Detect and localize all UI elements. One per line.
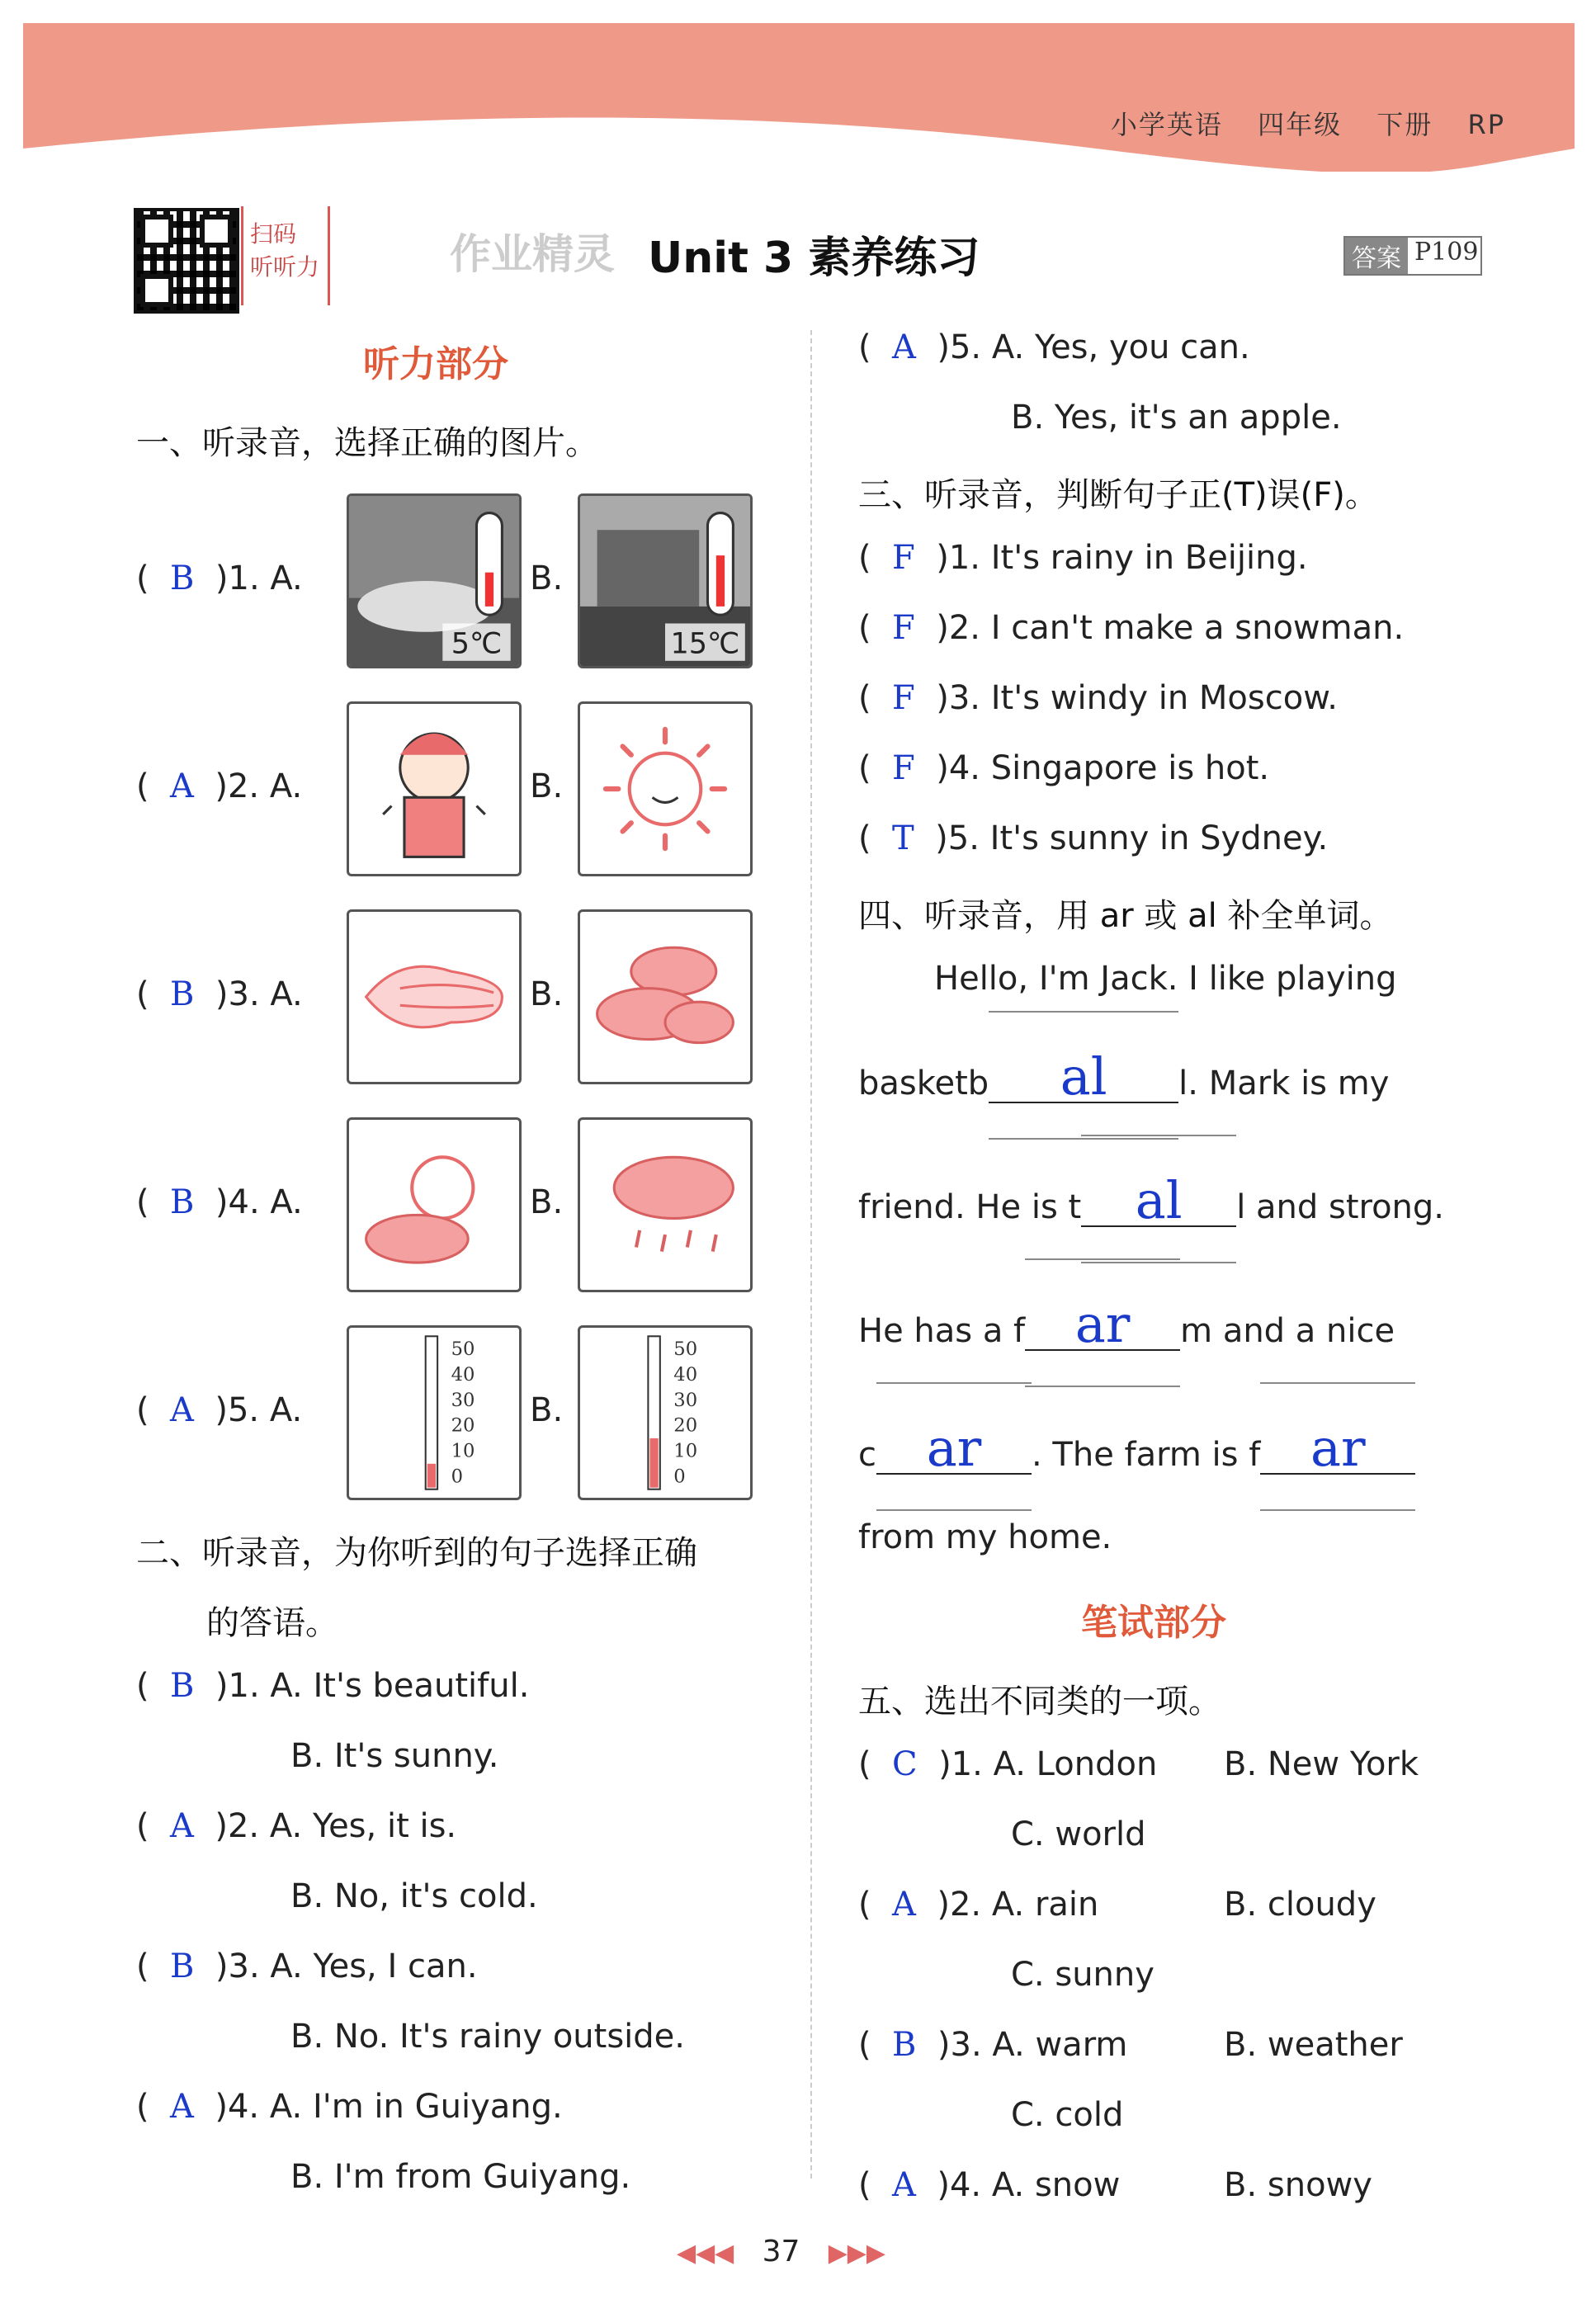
p1-4-a-image-sun-cloud[interactable] (347, 1117, 522, 1292)
series-grade: 四年级 (1258, 109, 1343, 140)
p5-item-1: ( C )1. A. London (858, 1745, 1158, 1783)
p2-item-4-b: B. I'm from Guiyang. (290, 2158, 631, 2196)
p1-2-b-label: B. (530, 767, 564, 805)
series-volume: 下册 (1376, 109, 1433, 140)
listening-section-title: 听力部分 (363, 343, 508, 385)
p3-item-3: ( F )3. It's windy in Moscow. (858, 679, 1338, 717)
p1-2-b-image-sun[interactable] (578, 701, 753, 876)
p1-4-b-label: B. (530, 1183, 564, 1221)
p2-item-3-b: B. No. It's rainy outside. (290, 2018, 686, 2056)
qr-code-icon[interactable] (134, 208, 239, 314)
page-footer (677, 2235, 885, 2268)
p2-item-2-b: B. No, it's cold. (290, 1877, 538, 1915)
p4-blank-4[interactable]: ar (876, 1423, 1032, 1475)
p4-line-2: basketb al l. Mark is my (858, 1046, 1390, 1107)
p2-item-3-a: ( B )3. A. Yes, I can. (136, 1947, 478, 1985)
svg-text:50: 50 (673, 1338, 698, 1360)
p4-blank-5[interactable]: ar (1260, 1423, 1415, 1475)
p4-line-6: from my home. (858, 1518, 1112, 1556)
p1-1-b-temp: 15℃ (670, 626, 740, 661)
p2-item-1-b: B. It's sunny. (290, 1737, 499, 1775)
svg-text:0: 0 (673, 1466, 686, 1488)
p3-item-4: ( F )4. Singapore is hot. (858, 749, 1270, 787)
p2-item-1-a: ( B )1. A. It's beautiful. (136, 1667, 530, 1705)
p1-3-b-label: B. (530, 975, 564, 1013)
p3-item-5: ( T )5. It's sunny in Sydney. (858, 819, 1329, 857)
p1-2-a-image-cold-girl[interactable] (347, 701, 522, 876)
p5-item-2-c: C. sunny (1011, 1956, 1155, 1994)
column-divider (810, 330, 812, 2179)
p2-item-5-a: ( A )5. A. Yes, you can. (858, 328, 1250, 366)
p5-item-3-c: C. cold (1011, 2096, 1124, 2134)
p5-item-3-b: B. weather (1224, 2026, 1403, 2064)
prev-arrows-icon: ◀◀◀ (677, 2239, 734, 2268)
p1-item-1: ( B )1. A. (136, 559, 303, 597)
svg-text:20: 20 (451, 1414, 475, 1437)
p2-item-2-a: ( A )2. A. Yes, it is. (136, 1807, 457, 1845)
p4-blank-2[interactable]: al (1081, 1176, 1236, 1227)
svg-text:0: 0 (451, 1466, 464, 1488)
p4-line-1: Hello, I'm Jack. I like playing (934, 960, 1397, 998)
p3-item-1: ( F )1. It's rainy in Beijing. (858, 539, 1308, 577)
part2-heading-2: 的答语。 (206, 1604, 338, 1642)
p1-item-4: ( B )4. A. (136, 1183, 303, 1221)
svg-text:30: 30 (673, 1389, 698, 1411)
scan-label: 扫码 听听力 (241, 206, 330, 305)
part5-heading: 五、选出不同类的一项。 (858, 1683, 1221, 1721)
page-title: Unit 3 素养练习 (648, 234, 980, 283)
p5-item-3: ( B )3. A. warm (858, 2026, 1128, 2064)
p5-item-2: ( A )2. A. rain (858, 1886, 1099, 1924)
svg-text:30: 30 (451, 1389, 475, 1411)
p3-item-2: ( F )2. I can't make a snowman. (858, 609, 1405, 647)
p1-1-b-label: B. (530, 559, 564, 597)
p5-item-1-b: B. New York (1224, 1745, 1419, 1783)
p1-1-b-image[interactable] (578, 493, 753, 668)
p1-item-2: ( A )2. A. (136, 767, 303, 805)
p1-1-a-temp: 5℃ (451, 626, 503, 661)
svg-text:40: 40 (673, 1363, 698, 1386)
p1-4-b-image-rain[interactable] (578, 1117, 753, 1292)
p1-5-b-label: B. (530, 1391, 564, 1429)
part4-heading: 四、听录音，用 ar 或 al 补全单词。 (858, 897, 1393, 935)
p5-item-4: ( A )4. A. snow (858, 2166, 1121, 2204)
p4-line-3: friend. He is t al l and strong. (858, 1170, 1445, 1230)
p4-blank-1[interactable]: al (989, 1052, 1178, 1103)
p1-item-5: ( A )5. A. (136, 1391, 303, 1429)
book-series (1086, 104, 1505, 142)
p5-item-2-b: B. cloudy (1224, 1886, 1376, 1924)
svg-text:20: 20 (673, 1414, 698, 1437)
part3-heading: 三、听录音，判断句子正(T)误(F)。 (858, 476, 1378, 514)
p1-5-a-image-thermometer[interactable] (347, 1325, 522, 1500)
part1-heading: 一、听录音，选择正确的图片。 (136, 424, 598, 462)
svg-text:10: 10 (451, 1440, 475, 1462)
p1-3-b-image-clouds[interactable] (578, 909, 753, 1084)
p4-line-4: He has a f ar m and a nice (858, 1294, 1395, 1354)
svg-text:10: 10 (673, 1440, 698, 1462)
p2-item-4-a: ( A )4. A. I'm in Guiyang. (136, 2088, 563, 2126)
p2-item-5-b: B. Yes, it's an apple. (1011, 399, 1342, 437)
p4-line-5: c ar . The farm is f ar (858, 1423, 1415, 1475)
p5-item-1-c: C. world (1011, 1815, 1146, 1853)
page-number: 37 (762, 2235, 800, 2268)
writing-section-title: 笔试部分 (1081, 1602, 1226, 1644)
p1-3-a-image-wind[interactable] (347, 909, 522, 1084)
p1-5-b-image-thermometer[interactable] (578, 1325, 753, 1500)
p1-item-3: ( B )3. A. (136, 975, 303, 1013)
part2-heading-1: 二、听录音，为你听到的句子选择正确 (136, 1534, 697, 1572)
watermark: 作业精灵 (450, 230, 615, 278)
answer-page: P109 (1414, 238, 1479, 267)
series-subject: 小学英语 (1110, 109, 1223, 140)
next-arrows-icon: ▶▶▶ (828, 2239, 885, 2268)
svg-text:50: 50 (451, 1338, 475, 1360)
p1-1-a-image[interactable] (347, 493, 522, 668)
p4-blank-3[interactable]: ar (1025, 1300, 1180, 1351)
svg-text:40: 40 (451, 1363, 475, 1386)
answer-label: 答案 (1345, 238, 1408, 274)
series-edition: RP (1467, 109, 1505, 140)
answer-page-tag[interactable] (1343, 236, 1482, 276)
p5-item-4-b: B. snowy (1224, 2166, 1372, 2204)
